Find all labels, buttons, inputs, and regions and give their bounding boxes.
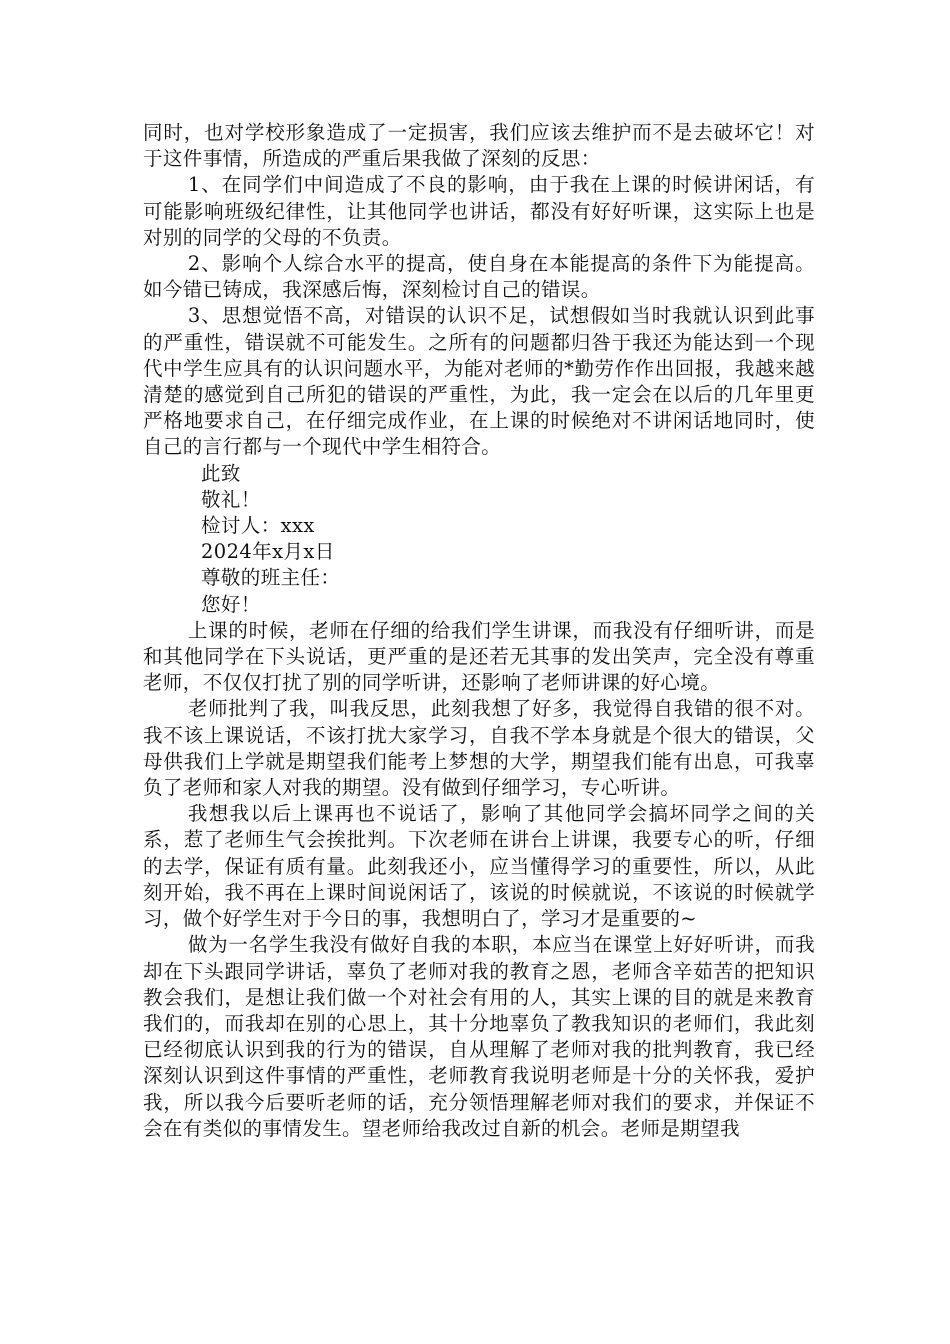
closing-salutation: 此致 [201, 461, 241, 485]
paragraph-letter-1: 上课的时候，老师在仔细的给我们学生讲课，而我没有仔细听讲，而是和其他同学在下头说话，更严重的是还若无其事的发出笑声，完全没有尊重老师，不仅仅打扰了别的同学听讲，还影响了老师讲课的好心境。 [143, 618, 815, 695]
paragraph-reflection-2: 2、影响个人综合水平的提高，使自身在本能提高的条件下为能提高。如今错已铸成，我深感后悔，深刻检讨自己的错误。 [143, 252, 815, 302]
paragraph-letter-4: 做为一名学生我没有做好自我的本职，本应当在课堂上好好听讲，而我却在下头跟同学讲话，辜负了老师对我的教育之恩，老师含辛茹苦的把知识教会我们，是想让我们做一个对社会有用的人，其实上课的目的就是来教育我们的，而我却在别的心思上，其十分地辜负了教我知识的老师们，我此刻已经彻底认识到我的行为的错误，自从理解了老师对我的批判教育，我已经深刻认识到这件事情的严重性，老师教育我说明老师是十分的关怀我，爱护我，所以我今后要听老师的话，充分领悟理解老师对我们的要求，并保证不会在有类似的事情发生。望老师给我改过自新的机会。老师是期望我 [143, 933, 815, 1140]
document-body [143, 120, 815, 1142]
greeting-line: 您好！ [201, 592, 261, 616]
paragraph-letter-2: 老师批判了我，叫我反思，此刻我想了好多，我觉得自我错的很不对。我不该上课说话，不该打扰大家学习，自我不学本身就是个很大的错误，父母供我们上学就是期望我们能考上梦想的大学，期望我们能有出息，可我辜负了老师和家人对我的期望。没有做到仔细学习，专心听讲。 [143, 697, 815, 800]
closing-regards: 敬礼！ [201, 487, 261, 511]
paragraph-reflection-1: 1、在同学们中间造成了不良的影响，由于我在上课的时候讲闲话，有可能影响班级纪律性，让其他同学也讲话，都没有好好听课，这实际上也是对别的同学的父母的不负责。 [143, 173, 815, 249]
paragraph-letter-3: 我想我以后上课再也不说话了，影响了其他同学会搞坏同学之间的关系，惹了老师生气会挨批判。下次老师在讲台上讲课，我要专心的听，仔细的去学，保证有质有量。此刻我还小，应当懂得学习的重要性，所以，从此刻开始，我不再在上课时间说闲话了，该说的时候就说，不该说的时候就学习，做个好学生对于今日的事，我想明白了，学习才是重要的~ [143, 802, 815, 931]
date-line: 2024年x月x日 [201, 540, 335, 564]
paragraph-reflection-3: 3、思想觉悟不高，对错误的认识不足，试想假如当时我就认识到此事的严重性，错误就不可能发生。之所有的问题都归咎于我还为能达到一个现代中学生应具有的认识问题水平，为能对老师的*勤劳作作出回报，我越来越清楚的感觉到自己所犯的错误的严重性，为此，我一定会在以后的几年里更严格地要求自己，在仔细完成作业，在上课的时候绝对不讲闲话地同时，使自己的言行都与一个现代中学生相符合。 [143, 304, 815, 459]
signature-line: 检讨人：xxx [201, 514, 315, 538]
addressee-line: 尊敬的班主任： [201, 566, 341, 590]
paragraph-continuation: 同时，也对学校形象造成了一定损害，我们应该去维护而不是去破坏它！对于这件事情，所造成的严重后果我做了深刻的反思： [143, 121, 815, 171]
